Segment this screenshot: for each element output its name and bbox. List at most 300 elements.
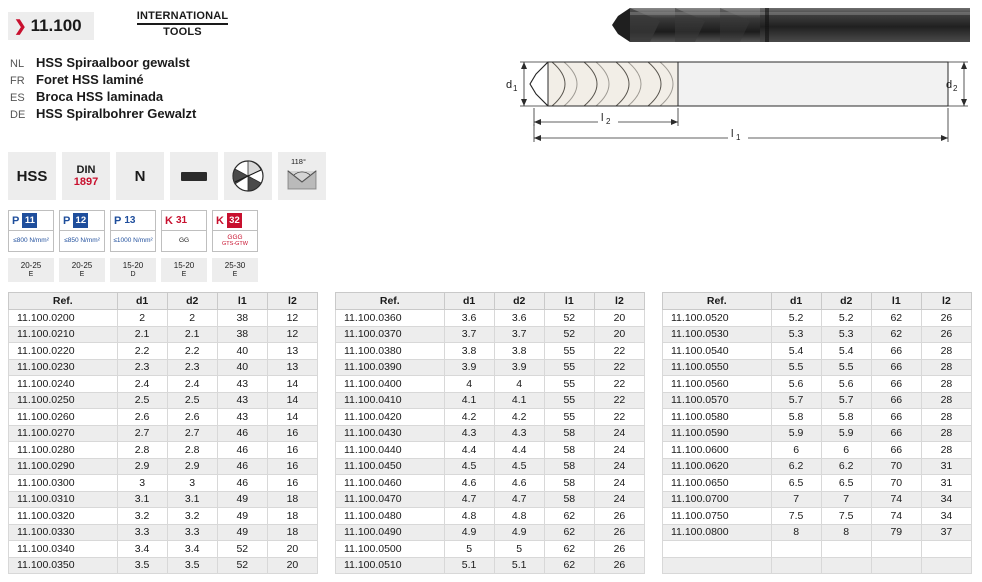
- cell-d2: 2.6: [167, 409, 217, 426]
- din-value: 1897: [73, 176, 99, 188]
- cell-l1: 66: [871, 425, 921, 442]
- material-number: 11: [22, 213, 37, 228]
- cell-d1: 5.5: [771, 359, 821, 376]
- cell-d1: 7: [771, 491, 821, 508]
- cell-d1: 2.9: [117, 458, 167, 475]
- cell-d1: 2.7: [117, 425, 167, 442]
- table-row[interactable]: [9, 541, 318, 558]
- table-row[interactable]: [336, 392, 645, 409]
- cell-ref: [663, 541, 772, 558]
- table-row[interactable]: [9, 475, 318, 492]
- cell-d2: 5.6: [821, 376, 871, 393]
- material-group-p11: [8, 210, 54, 252]
- cell-ref: 11.100.0530: [663, 326, 772, 343]
- cell-l1: 66: [871, 442, 921, 459]
- table-row[interactable]: [9, 326, 318, 343]
- cell-d2: 3.2: [167, 508, 217, 525]
- material-letter: K: [216, 214, 224, 227]
- table-row[interactable]: [336, 557, 645, 574]
- cell-ref: 11.100.0310: [9, 491, 118, 508]
- cylindrical-shank-icon: [170, 152, 218, 200]
- brand-logo: [115, 10, 250, 38]
- speed-range: 20-25: [20, 260, 42, 270]
- product-table-2: [335, 292, 645, 574]
- brand-line-2: TOOLS: [163, 26, 202, 38]
- drill-point-svg: [231, 159, 265, 193]
- table-row[interactable]: [663, 508, 972, 525]
- material-group-p13: [110, 210, 156, 252]
- cell-l2: 24: [594, 442, 644, 459]
- cell-d1: 3.5: [117, 557, 167, 574]
- cell-d2: 2.4: [167, 376, 217, 393]
- cell-d2: 2.8: [167, 442, 217, 459]
- cell-ref: 11.100.0350: [9, 557, 118, 574]
- cell-l2: 18: [267, 524, 317, 541]
- cell-l1: 52: [544, 326, 594, 343]
- cell-ref: 11.100.0560: [663, 376, 772, 393]
- table-header-row: [9, 293, 318, 310]
- cell-d1: 3.8: [444, 343, 494, 360]
- cell-d1: 4.2: [444, 409, 494, 426]
- cell-d1: 2.4: [117, 376, 167, 393]
- cell-d2: 2.5: [167, 392, 217, 409]
- table-row[interactable]: [336, 310, 645, 327]
- cell-ref: 11.100.0500: [336, 541, 445, 558]
- cell-d2: 5.4: [821, 343, 871, 360]
- table-header-row: [663, 293, 972, 310]
- material-type: GGG: [227, 233, 243, 241]
- material-number: 31: [175, 215, 188, 226]
- material-letter: P: [114, 214, 122, 227]
- cell-l2: 28: [921, 425, 971, 442]
- table-row[interactable]: [663, 458, 972, 475]
- cell-ref: 11.100.0600: [663, 442, 772, 459]
- cell-d1: 5: [444, 541, 494, 558]
- cell-d2: 4.6: [494, 475, 544, 492]
- cell-d2: 4: [494, 376, 544, 393]
- cell-l2: 20: [267, 541, 317, 558]
- table-row[interactable]: [9, 310, 318, 327]
- cell-l1: 66: [871, 359, 921, 376]
- cell-ref: 11.100.0240: [9, 376, 118, 393]
- cell-d1: 5.9: [771, 425, 821, 442]
- cell-l1: 43: [217, 409, 267, 426]
- cell-d2: 4.7: [494, 491, 544, 508]
- table-row[interactable]: [663, 491, 972, 508]
- cell-d2: 5.5: [821, 359, 871, 376]
- cell-d1: 4.7: [444, 491, 494, 508]
- point-angle-value: 118°: [291, 157, 306, 166]
- hss-label: HSS: [16, 167, 48, 185]
- product-name-de: [10, 106, 196, 123]
- table-row[interactable]: [9, 343, 318, 360]
- cell-ref: 11.100.0290: [9, 458, 118, 475]
- cell-l2: 12: [267, 326, 317, 343]
- product-names: [10, 55, 196, 123]
- cell-ref: 11.100.0210: [9, 326, 118, 343]
- cell-l2: 12: [267, 310, 317, 327]
- cell-l2: 24: [594, 491, 644, 508]
- cell-ref: 11.100.0520: [663, 310, 772, 327]
- table-row[interactable]: [663, 442, 972, 459]
- cell-ref: 11.100.0250: [9, 392, 118, 409]
- cell-l1: 49: [217, 508, 267, 525]
- drill-photo: [612, 8, 970, 42]
- cell-l1: 66: [871, 392, 921, 409]
- cell-l2: 28: [921, 359, 971, 376]
- cell-l2: 22: [594, 343, 644, 360]
- material-group-p12: [59, 210, 105, 252]
- speed-grade: E: [181, 270, 187, 278]
- material-number: 12: [73, 213, 88, 228]
- column-header-3: l1: [217, 293, 267, 310]
- material-letter: P: [12, 214, 20, 227]
- cell-l1: 55: [544, 343, 594, 360]
- table-row[interactable]: [663, 409, 972, 426]
- cell-ref: 11.100.0480: [336, 508, 445, 525]
- cell-ref: 11.100.0420: [336, 409, 445, 426]
- cell-d1: 5.7: [771, 392, 821, 409]
- product-name-es: [10, 89, 196, 106]
- table-row[interactable]: [663, 392, 972, 409]
- cell-ref: 11.100.0700: [663, 491, 772, 508]
- cell-l2: 26: [594, 541, 644, 558]
- product-name-nl: [10, 55, 196, 72]
- cell-l1: 70: [871, 475, 921, 492]
- cell-l1: 38: [217, 310, 267, 327]
- cell-d1: [771, 541, 821, 558]
- product-name-fr: [10, 72, 196, 89]
- din-label: DIN: [76, 164, 96, 176]
- cell-l1: 43: [217, 376, 267, 393]
- table-row[interactable]: [336, 541, 645, 558]
- table-row[interactable]: [9, 557, 318, 574]
- svg-text:2: 2: [606, 117, 611, 126]
- article-code-badge: [8, 12, 94, 40]
- cell-l2: [921, 541, 971, 558]
- cell-d2: 2: [167, 310, 217, 327]
- table-row[interactable]: [663, 326, 972, 343]
- table-row[interactable]: [9, 458, 318, 475]
- cutting-speed-5: [212, 258, 258, 282]
- cell-ref: 11.100.0430: [336, 425, 445, 442]
- material-group-k31: [161, 210, 207, 252]
- material-strength: ≤800 N/mm²: [13, 236, 49, 244]
- cell-d2: [821, 557, 871, 574]
- cell-d1: 3.1: [117, 491, 167, 508]
- cutting-speeds: [8, 258, 258, 282]
- svg-text:d: d: [506, 79, 513, 91]
- cell-d1: 3.7: [444, 326, 494, 343]
- cell-l1: 62: [544, 508, 594, 525]
- property-icons: [8, 152, 326, 200]
- cell-ref: 11.100.0460: [336, 475, 445, 492]
- material-type-2: GTS-GTW: [222, 240, 248, 247]
- cell-l2: 26: [594, 524, 644, 541]
- table-row[interactable]: [336, 326, 645, 343]
- cell-d1: 4.1: [444, 392, 494, 409]
- cell-ref: 11.100.0390: [336, 359, 445, 376]
- column-header-0: Ref.: [663, 293, 772, 310]
- cell-l1: 58: [544, 475, 594, 492]
- cell-l1: 62: [871, 326, 921, 343]
- column-header-4: l2: [594, 293, 644, 310]
- table-row[interactable]: [336, 343, 645, 360]
- speed-grade: D: [130, 270, 136, 278]
- cell-ref: [663, 557, 772, 574]
- cell-d2: 3.3: [167, 524, 217, 541]
- cell-d2: 5.7: [821, 392, 871, 409]
- cell-d1: 5.8: [771, 409, 821, 426]
- cell-ref: 11.100.0450: [336, 458, 445, 475]
- drill-point-icon: [224, 152, 272, 200]
- product-name-fr-text: Foret HSS laminé: [36, 72, 144, 87]
- table-row[interactable]: [663, 524, 972, 541]
- cell-d2: 5: [494, 541, 544, 558]
- table-row[interactable]: [9, 409, 318, 426]
- speed-grade: E: [28, 270, 34, 278]
- table-row[interactable]: [336, 409, 645, 426]
- cutting-speed-3: [110, 258, 156, 282]
- cell-l2: 14: [267, 392, 317, 409]
- cell-l1: 52: [544, 310, 594, 327]
- table-row[interactable]: [663, 557, 972, 574]
- cell-l1: 66: [871, 409, 921, 426]
- cell-d1: 3.9: [444, 359, 494, 376]
- cell-l1: 49: [217, 491, 267, 508]
- cutting-speed-1: [8, 258, 54, 282]
- speed-range: 15-20: [122, 260, 144, 270]
- cell-l1: 38: [217, 326, 267, 343]
- table-row[interactable]: [336, 508, 645, 525]
- cell-d1: 2.3: [117, 359, 167, 376]
- cell-ref: 11.100.0470: [336, 491, 445, 508]
- cell-l1: 55: [544, 409, 594, 426]
- table-row[interactable]: [336, 524, 645, 541]
- cell-l1: 46: [217, 425, 267, 442]
- column-header-2: d2: [167, 293, 217, 310]
- cell-l1: 58: [544, 491, 594, 508]
- product-tables: [8, 292, 972, 574]
- column-header-1: d1: [117, 293, 167, 310]
- table-row[interactable]: [9, 392, 318, 409]
- cell-l2: 28: [921, 392, 971, 409]
- cell-d1: 4.8: [444, 508, 494, 525]
- column-header-2: d2: [821, 293, 871, 310]
- cell-d2: 3.8: [494, 343, 544, 360]
- cell-ref: 11.100.0330: [9, 524, 118, 541]
- cell-d1: [771, 557, 821, 574]
- cell-l1: 46: [217, 458, 267, 475]
- cell-ref: 11.100.0370: [336, 326, 445, 343]
- cell-l2: 22: [594, 359, 644, 376]
- cell-d1: 4.4: [444, 442, 494, 459]
- cell-ref: 11.100.0300: [9, 475, 118, 492]
- cell-d2: 2.1: [167, 326, 217, 343]
- cell-ref: 11.100.0570: [663, 392, 772, 409]
- svg-text:1: 1: [513, 84, 518, 93]
- table-row[interactable]: [336, 475, 645, 492]
- cell-d2: 3.4: [167, 541, 217, 558]
- cell-l2: 18: [267, 508, 317, 525]
- shank-shape: [181, 172, 207, 181]
- cell-d2: [821, 541, 871, 558]
- cell-l2: 37: [921, 524, 971, 541]
- cell-ref: 11.100.0540: [663, 343, 772, 360]
- speed-range: 25-30: [224, 260, 246, 270]
- table-row[interactable]: [336, 491, 645, 508]
- cell-l2: 24: [594, 475, 644, 492]
- cell-l2: 31: [921, 458, 971, 475]
- cell-d2: 4.4: [494, 442, 544, 459]
- cell-l1: 74: [871, 508, 921, 525]
- table-row[interactable]: [9, 425, 318, 442]
- cell-ref: 11.100.0380: [336, 343, 445, 360]
- cell-l1: 58: [544, 442, 594, 459]
- column-header-0: Ref.: [9, 293, 118, 310]
- table-row[interactable]: [663, 425, 972, 442]
- table-row[interactable]: [663, 343, 972, 360]
- cell-l2: 26: [921, 326, 971, 343]
- cell-l2: 26: [921, 310, 971, 327]
- lang-code-es: ES: [10, 92, 25, 104]
- product-name-nl-text: HSS Spiraalboor gewalst: [36, 55, 190, 70]
- cell-d2: 3.1: [167, 491, 217, 508]
- lang-code-fr: FR: [10, 75, 25, 87]
- cell-d2: 6.5: [821, 475, 871, 492]
- cell-d1: 5.4: [771, 343, 821, 360]
- table-row[interactable]: [9, 442, 318, 459]
- cell-ref: 11.100.0360: [336, 310, 445, 327]
- cell-d1: 4: [444, 376, 494, 393]
- material-number: 13: [124, 215, 136, 226]
- svg-text:l: l: [731, 128, 734, 140]
- cell-l1: 52: [217, 541, 267, 558]
- cell-l1: [871, 557, 921, 574]
- cell-l2: 28: [921, 376, 971, 393]
- svg-text:l: l: [601, 112, 604, 124]
- cell-d1: 2.8: [117, 442, 167, 459]
- table-row[interactable]: [9, 491, 318, 508]
- cell-ref: 11.100.0260: [9, 409, 118, 426]
- cell-d2: 5.9: [821, 425, 871, 442]
- table-row[interactable]: [663, 541, 972, 558]
- cell-l1: 40: [217, 359, 267, 376]
- brand-line-1: INTERNATIONAL: [137, 10, 229, 25]
- cell-d1: 3.3: [117, 524, 167, 541]
- table-row[interactable]: [336, 458, 645, 475]
- table-row[interactable]: [663, 475, 972, 492]
- cell-d1: 4.3: [444, 425, 494, 442]
- table-row[interactable]: [663, 310, 972, 327]
- cell-l1: 46: [217, 442, 267, 459]
- cell-d2: 7.5: [821, 508, 871, 525]
- table-row[interactable]: [336, 376, 645, 393]
- cell-d2: 4.9: [494, 524, 544, 541]
- cell-l2: 16: [267, 442, 317, 459]
- cell-d1: 3.6: [444, 310, 494, 327]
- cell-d2: 6: [821, 442, 871, 459]
- table-row[interactable]: [9, 524, 318, 541]
- cell-d2: 2.2: [167, 343, 217, 360]
- cell-ref: 11.100.0620: [663, 458, 772, 475]
- cell-d2: 4.2: [494, 409, 544, 426]
- product-table-3: [662, 292, 972, 574]
- column-header-3: l1: [871, 293, 921, 310]
- material-hss-icon: [8, 152, 56, 200]
- cell-l1: 52: [217, 557, 267, 574]
- cell-d1: 6.2: [771, 458, 821, 475]
- table-row[interactable]: [336, 442, 645, 459]
- product-table-1: [8, 292, 318, 574]
- cell-l1: 49: [217, 524, 267, 541]
- cell-l2: 13: [267, 343, 317, 360]
- standard-din-icon: [62, 152, 110, 200]
- table-row[interactable]: [9, 376, 318, 393]
- cell-l2: 31: [921, 475, 971, 492]
- cell-l2: 22: [594, 392, 644, 409]
- cell-l1: 66: [871, 343, 921, 360]
- svg-text:d: d: [946, 79, 953, 91]
- cell-d2: 5.2: [821, 310, 871, 327]
- cell-d2: 2.7: [167, 425, 217, 442]
- table-row[interactable]: [663, 359, 972, 376]
- cell-l1: [871, 541, 921, 558]
- cutting-speed-4: [161, 258, 207, 282]
- cell-d1: 2.2: [117, 343, 167, 360]
- cell-ref: 11.100.0200: [9, 310, 118, 327]
- cell-ref: 11.100.0280: [9, 442, 118, 459]
- cell-d2: 5.1: [494, 557, 544, 574]
- cell-ref: 11.100.0580: [663, 409, 772, 426]
- cell-ref: 11.100.0490: [336, 524, 445, 541]
- table-row[interactable]: [336, 425, 645, 442]
- cell-ref: 11.100.0750: [663, 508, 772, 525]
- cell-d2: 4.8: [494, 508, 544, 525]
- cell-l1: 62: [544, 524, 594, 541]
- cell-l2: 16: [267, 475, 317, 492]
- table-row[interactable]: [9, 508, 318, 525]
- table-row[interactable]: [9, 359, 318, 376]
- svg-text:2: 2: [953, 84, 958, 93]
- speed-range: 15-20: [173, 260, 195, 270]
- material-groups: [8, 210, 258, 252]
- cell-l2: 16: [267, 458, 317, 475]
- cell-d1: 3.4: [117, 541, 167, 558]
- material-number: 32: [227, 213, 242, 228]
- cell-ref: 11.100.0590: [663, 425, 772, 442]
- table-row[interactable]: [336, 359, 645, 376]
- cell-ref: 11.100.0410: [336, 392, 445, 409]
- cell-d2: 4.5: [494, 458, 544, 475]
- cell-d2: 6.2: [821, 458, 871, 475]
- cell-d1: 2.6: [117, 409, 167, 426]
- cell-d2: 5.3: [821, 326, 871, 343]
- cell-l2: 14: [267, 409, 317, 426]
- lang-code-de: DE: [10, 109, 26, 121]
- cell-ref: 11.100.0320: [9, 508, 118, 525]
- cell-l1: 79: [871, 524, 921, 541]
- material-strength: ≤850 N/mm²: [64, 236, 100, 244]
- cell-l1: 62: [871, 310, 921, 327]
- svg-text:1: 1: [736, 133, 741, 142]
- cell-ref: 11.100.0800: [663, 524, 772, 541]
- material-letter: K: [165, 214, 173, 227]
- point-angle-svg: [282, 167, 322, 193]
- cell-l1: 46: [217, 475, 267, 492]
- table-row[interactable]: [663, 376, 972, 393]
- material-type: GG: [178, 236, 190, 244]
